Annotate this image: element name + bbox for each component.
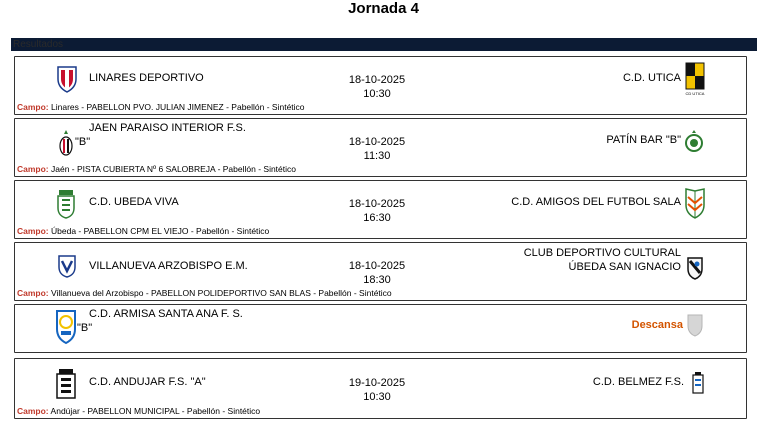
match-card-2[interactable] bbox=[14, 118, 747, 177]
match-date: 18-10-2025 bbox=[348, 260, 406, 272]
match-card-5[interactable] bbox=[14, 304, 747, 353]
belmez-crest-icon bbox=[692, 371, 704, 395]
venue-line bbox=[17, 226, 269, 236]
away-team-name: CLUB DEPORTIVO CULTURAL bbox=[523, 247, 681, 259]
patin-bar-crest-icon bbox=[685, 129, 703, 153]
away-team-name: PATÍN BAR "B" bbox=[606, 134, 681, 146]
match-date: 18-10-2025 bbox=[348, 136, 406, 148]
home-team-name: LINARES DEPORTIVO bbox=[89, 72, 204, 84]
match-card-3[interactable] bbox=[14, 180, 747, 239]
venue-text: Linares - PABELLON PVO. JULIAN JIMENEZ - Pabellón - Sintético bbox=[51, 102, 305, 112]
venue-label: Campo: bbox=[17, 226, 49, 236]
jaen-paraiso-crest-icon bbox=[59, 129, 73, 157]
match-date: 18-10-2025 bbox=[348, 198, 406, 210]
home-team-name: C.D. UBEDA VIVA bbox=[89, 196, 179, 208]
venue-text: Úbeda - PABELLON CPM EL VIEJO - Pabellón - Sintético bbox=[51, 226, 270, 236]
away-team-name: C.D. AMIGOS DEL FUTBOL SALA bbox=[511, 196, 681, 208]
utica-crest-icon bbox=[684, 62, 706, 98]
home-team-suffix: "B" bbox=[77, 322, 93, 334]
villanueva-crest-icon bbox=[56, 254, 78, 278]
venue-text: Villanueva del Arzobispo - PABELLON POLIDEPORTIVO SAN BLAS - Pabellón - Sintético bbox=[51, 288, 392, 298]
san-ignacio-crest-icon bbox=[686, 256, 704, 280]
home-team-name: C.D. ARMISA SANTA ANA F. S. bbox=[89, 308, 243, 320]
venue-label: Campo: bbox=[17, 288, 49, 298]
match-time: 11:30 bbox=[363, 150, 391, 162]
match-time: 16:30 bbox=[363, 212, 391, 224]
empty-shield-icon bbox=[686, 313, 704, 337]
match-date: 19-10-2025 bbox=[348, 377, 406, 389]
venue-line bbox=[17, 102, 305, 112]
venue-label: Campo: bbox=[17, 102, 49, 112]
away-team-name: C.D. UTICA bbox=[622, 72, 681, 84]
venue-line bbox=[17, 406, 260, 416]
venue-text: Jaén - PISTA CUBIERTA Nº 6 SALOBREJA - Pabellón - Sintético bbox=[51, 164, 297, 174]
rest-label: Descansa bbox=[631, 319, 683, 331]
venue-label: Campo: bbox=[17, 164, 49, 174]
venue-line bbox=[17, 164, 296, 174]
venue-text: Andújar - PABELLON MUNICIPAL - Pabellón - Sintético bbox=[50, 406, 261, 416]
match-time: 10:30 bbox=[363, 88, 391, 100]
away-team-name-line2: ÚBEDA SAN IGNACIO bbox=[568, 261, 681, 273]
match-card-4[interactable] bbox=[14, 242, 747, 301]
away-team-name: C.D. BELMEZ F.S. bbox=[592, 376, 684, 388]
home-team-suffix: "B" bbox=[75, 136, 91, 148]
ubeda-viva-crest-icon bbox=[57, 189, 75, 219]
match-card-1[interactable] bbox=[14, 56, 747, 115]
results-header-bar: Resultados bbox=[11, 38, 757, 51]
match-time: 10:30 bbox=[363, 391, 391, 403]
home-team-name: VILLANUEVA ARZOBISPO E.M. bbox=[89, 260, 248, 272]
amigos-futbol-sala-crest-icon bbox=[684, 187, 706, 219]
home-team-name: C.D. ANDUJAR F.S. "A" bbox=[89, 376, 206, 388]
match-card-6[interactable] bbox=[14, 358, 747, 419]
andujar-crest-icon bbox=[55, 368, 77, 400]
home-team-name: JAEN PARAISO INTERIOR F.S. bbox=[89, 122, 246, 134]
venue-line bbox=[17, 288, 392, 298]
linares-shield-icon bbox=[56, 65, 78, 93]
match-date: 18-10-2025 bbox=[348, 74, 406, 86]
utica-logo-caption: CD UTICA bbox=[685, 91, 705, 96]
page-title: Jornada 4 bbox=[348, 0, 419, 17]
match-time: 18:30 bbox=[363, 274, 391, 286]
armisa-santa-ana-crest-icon bbox=[55, 309, 77, 345]
venue-label: Campo: bbox=[17, 406, 49, 416]
